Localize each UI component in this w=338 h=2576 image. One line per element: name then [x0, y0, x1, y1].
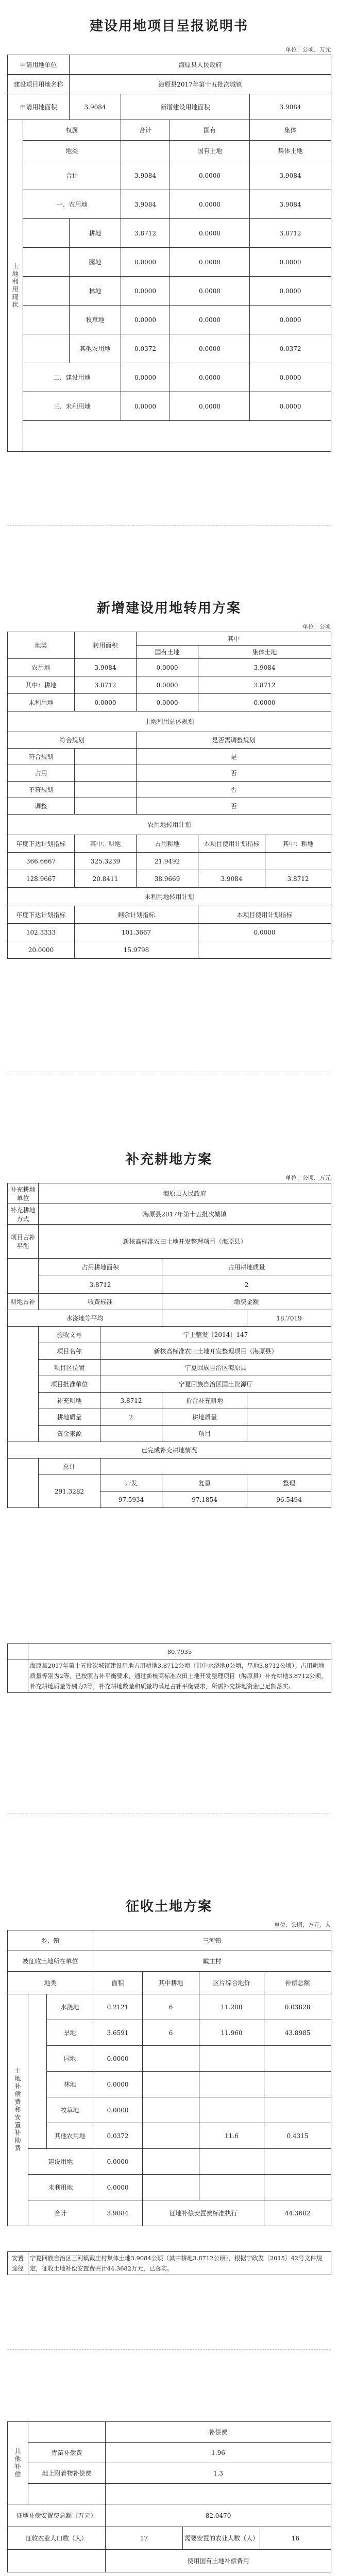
table-row: 耕地占补 收费标准 缴费金额: [8, 1294, 331, 1310]
town-label: 乡、镇: [8, 1930, 93, 1951]
table-row: 一、农用地 3.9084 0.0000 3.9084: [8, 190, 331, 219]
extra-value: 80.7935: [28, 1644, 331, 1659]
page-title: 新增建设用地转用方案: [96, 601, 241, 616]
table-row: 128.9667 20.8411 38.9669 3.9084 3.8712: [8, 870, 331, 888]
table-row: 项目名称 新核高标准农田土地开发整理项目（海原县）: [8, 1343, 331, 1360]
expropriation-note: [7, 2251, 331, 2275]
occupied-quality-header: 占用耕地质量: [162, 1259, 331, 1276]
occupied-area-value: 3.8712: [39, 1276, 162, 1294]
compensation-note: 海原县2017年第十五批次城镇建设用地占用耕地3.8712公顷（其中水浇地0公顷，旱地3.8712公顷）。占用耕地质量等别为2等，已按照占补平衡要求，通过新核高标准农田土地开发整理项目（海原县）补充耕地3.8712公顷，补充耕地质量等别为2等，补充耕地数量和质量均满足占补平衡要求，所需补充耕地资金已足额落实。: [28, 1659, 331, 1693]
table-row: 园地 0.0000: [8, 2046, 331, 2072]
sum-dev: 开发: [100, 1475, 162, 1492]
occupied-quality-value: 2: [162, 1276, 331, 1294]
table-row: 牧草地 0.0000: [8, 2097, 331, 2123]
conversion-table: [7, 632, 331, 959]
unit-label: 单位：公顷、万元: [285, 46, 331, 53]
village-label: 被征收土地所在单位: [8, 1951, 93, 1972]
annual-plan-header: 农用地转用计划: [8, 815, 331, 835]
unused-h2: 本项目使用计划指标: [198, 906, 331, 924]
new-area-value: 3.9084: [250, 94, 331, 120]
note-text: 宁夏回族自治区三河镇戴庄村集体土地3.9084公顷（其中耕地3.8712公顷），根据宁政发〔2015〕42号文件规定，征收土地补偿安置费共计44.3682万元，已落实。: [28, 2252, 331, 2275]
table-row: 征地补偿安置费总额（万元） 82.0470: [8, 2504, 331, 2527]
other-compensation-table: [7, 2421, 331, 2572]
farmland-header: 其中耕地: [143, 1972, 199, 1994]
of-which-header: 其中: [137, 632, 331, 646]
price-header: 区片综合地价: [199, 1972, 264, 1994]
area-header: 面积: [93, 1972, 143, 1994]
table-row: 补充耕地 3.8712 折合补充耕地: [8, 1393, 331, 1409]
section-report: [7, 15, 331, 35]
table-row: 项目区位置 宁夏回族自治区海原县: [8, 1360, 331, 1376]
table-row: 耕地 3.8712 0.0000 3.8712: [8, 219, 331, 248]
annual-h0: 年度下达计划指标: [8, 835, 75, 853]
applicant-value: 海原县人民政府: [70, 55, 331, 75]
total-header: 合计: [121, 120, 170, 141]
state-land-header: 国有土地: [170, 141, 250, 161]
unused-plan-header: 未利用地转用计划: [8, 888, 331, 906]
area-value: 3.9084: [70, 94, 121, 120]
plan-col1: 符合规划: [8, 732, 137, 749]
table-row: 补充耕地单位 海原县人民政府: [8, 1183, 331, 1204]
table-row: 合计 3.9084 征地补偿安置费标准执行 44.3682: [8, 2200, 331, 2226]
table-row: 其他农用地 0.0372 11.6 0.4315: [8, 2123, 331, 2149]
table-row: 102.3333 101.3667 0.0000: [8, 924, 331, 941]
table-row: 97.5934 97.1854 96.5494: [8, 1492, 331, 1508]
page-title: 征收土地方案: [125, 1899, 212, 1914]
table-row: 项目批准单位 宁夏回族自治区国土资源厅: [8, 1376, 331, 1393]
sum-rec: 复垦: [162, 1475, 247, 1492]
plan-header: 土地利用总体规划: [8, 711, 331, 732]
table-row: 园地 0.0000 0.0000 0.0000: [8, 248, 331, 277]
collective-header: 集体土地: [198, 646, 331, 659]
table-row: 水浇地等平均 18.7019: [8, 1310, 331, 1327]
compensation-table: [7, 1183, 331, 1508]
table-row: 地上附着物补偿费 1.3: [8, 2463, 331, 2484]
table-row: 旱地 3.6591 6 11.960 43.8985: [8, 2020, 331, 2046]
table-row: 资金来源 项目: [8, 1426, 331, 1442]
report-table: [7, 55, 331, 452]
page-title: 补充耕地方案: [125, 1152, 212, 1167]
table-row: 林地 0.0000: [8, 2072, 331, 2097]
table-row: 占用 否: [8, 765, 331, 782]
town-value: 三河镇: [93, 1930, 331, 1951]
applicant-label: 申请用地单位: [8, 55, 70, 75]
table-row: 土地补偿费和安置补助费 水浇地 0.2121 6 11.200 0.03828: [8, 1994, 331, 2020]
table-row: 其中：耕地 3.8712 0.0000 3.8712: [8, 676, 331, 694]
ownership-header: 权属: [23, 120, 121, 141]
page-title: 建设用地项目呈报说明书: [89, 19, 248, 34]
table-row: 未利用地 0.0000: [8, 2175, 331, 2200]
table-row: 补充耕地方式 海原县2017年第十五批次城镇: [8, 1204, 331, 1225]
table-row: 建设用地 0.0000: [8, 2149, 331, 2175]
table-row: 其他农用地 0.0372 0.0000 0.0372: [8, 334, 331, 363]
sum-org: 整理: [247, 1475, 331, 1492]
annual-h2: 占用耕地: [137, 835, 198, 853]
note-head: 安置途径: [8, 2252, 28, 2275]
village-value: 戴庄村: [93, 1951, 331, 1972]
unit-label: 单位：公顷、万元、人: [274, 1922, 331, 1928]
area-label: 申请用地面积: [8, 94, 70, 120]
annual-h1: 其中：耕地: [75, 835, 137, 853]
unit-label: 单位：公顷: [302, 623, 331, 630]
new-area-label: 新增建设用地面积: [121, 94, 250, 120]
unused-h1: 剩余计划指标: [75, 906, 198, 924]
table-row: 林地 0.0000 0.0000 0.0000: [8, 277, 331, 306]
landtype-header: 地类: [23, 141, 121, 161]
project-value: 海原县2017年第十五批次城镇: [70, 75, 331, 94]
collective-header: 集体: [250, 120, 331, 141]
table-row: 20.0000 15.9798: [8, 941, 331, 959]
compensation-side-label: 土地补偿费和安置补助费: [8, 1994, 28, 2226]
landtype-header: 地类: [8, 632, 75, 659]
table-row: 366.6667 325.3239 21.9492: [8, 853, 331, 870]
unused-h0: 年度下达计划指标: [8, 906, 75, 924]
table-row: 使用国有土地补偿费用: [8, 2550, 331, 2572]
table-row: 青苗补偿费 1.96: [8, 2443, 331, 2463]
project-label: 建设项目用地名称: [8, 75, 70, 94]
note-table: [7, 1643, 331, 1693]
sum-total: 291.3282: [39, 1475, 100, 1508]
table-row: 未利用地 0.0000 0.0000 0.0000: [8, 694, 331, 711]
table-row: 二、建设用地 0.0000 0.0000 0.0000: [8, 363, 331, 392]
annual-h3: 本项目使用计划指标: [198, 835, 265, 853]
occupied-area-header: 占用耕地面积: [39, 1259, 162, 1276]
table-row: 耕地质量 2 耕地质量: [8, 1409, 331, 1426]
sum-header: 总计: [39, 1459, 100, 1475]
plan-col2: 是否需调整规划: [137, 732, 331, 749]
landtype-header: 地类: [8, 1972, 93, 1994]
state-header: 国有土地: [137, 646, 198, 659]
expropriation-table: [7, 1930, 331, 2226]
table-row: 验收文号 宁土整发〔2014〕147: [8, 1327, 331, 1343]
table-row: 不符规划 否: [8, 782, 331, 798]
converted-header: 转用面积: [75, 632, 137, 659]
state-header: 国有: [170, 120, 250, 141]
table-row: 农用地 3.9084 0.0000 3.9084: [8, 659, 331, 676]
table-row: 征收农业人口数（人） 17 需要安置的农业人数（人） 16: [8, 2527, 331, 2550]
annual-h4: 其中：耕地: [265, 835, 331, 853]
table-row: 项目占补平衡 新核高标准农田土地开发整理项目（海原县）: [8, 1225, 331, 1259]
table-row: 符合规划 是: [8, 749, 331, 765]
divider: [7, 2349, 331, 2350]
total-header: 补偿总额: [264, 1972, 331, 1994]
collective-land-header: 集体土地: [250, 141, 331, 161]
table-row: 调整 否: [8, 798, 331, 815]
completed-header: 已完成补充耕地情况: [8, 1442, 331, 1459]
unit-label: 单位：公顷、万元: [285, 1175, 331, 1181]
table-row: 三、未利用地 0.0000 0.0000 0.0000: [8, 392, 331, 421]
land-status-label: 土地利用现状: [8, 120, 23, 452]
table-row: 其他补偿 补偿费: [8, 2422, 331, 2443]
table-row: 合计 3.9084 0.0000 3.9084: [8, 161, 331, 190]
table-row: 牧草地 0.0000 0.0000 0.0000: [8, 306, 331, 334]
